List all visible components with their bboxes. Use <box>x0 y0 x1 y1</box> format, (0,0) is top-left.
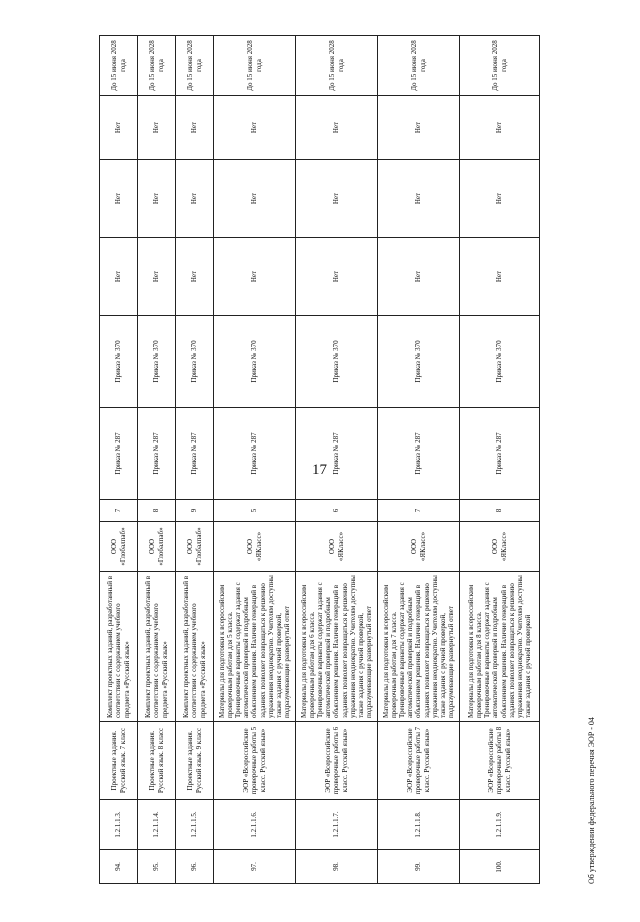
cell-org: ООО «ЯКласс» <box>378 522 460 572</box>
cell-c3: Нет <box>214 96 296 160</box>
table-row <box>214 36 296 884</box>
cell-c1: Нет <box>296 238 378 316</box>
cell-c2: Нет <box>378 160 460 238</box>
cell-name: ЭОР «Всероссийские проверочные работы 6 класс. Русский язык» <box>296 722 378 800</box>
cell-c3: Нет <box>460 96 540 160</box>
cell-code: 1.2.1.1.4. <box>138 800 176 850</box>
footer-note: Об утверждении федерального перечня ЭОР - 04 <box>587 717 596 884</box>
cell-name: ЭОР «Всероссийские проверочные работы 8 класс. Русский язык» <box>460 722 540 800</box>
cell-num: 94. <box>100 850 138 884</box>
cell-code: 1.2.1.1.9. <box>460 800 540 850</box>
cell-name: ЭОР «Всероссийские проверочные работы 7 класс. Русский язык» <box>378 722 460 800</box>
table-row <box>296 36 378 884</box>
cell-num: 96. <box>176 850 214 884</box>
cell-c3: Нет <box>138 96 176 160</box>
resources-table <box>99 35 540 884</box>
cell-desc: Комплект проектных заданий, разработанный в соответствии с содержанием учебного предмета «Русский язык» <box>100 572 138 722</box>
cell-c3: Нет <box>100 96 138 160</box>
table-row <box>460 36 540 884</box>
cell-order1: Приказ № 287 <box>378 408 460 500</box>
cell-grade: 9 <box>176 500 214 522</box>
cell-c1: Нет <box>100 238 138 316</box>
cell-c2: Нет <box>214 160 296 238</box>
cell-num: 95. <box>138 850 176 884</box>
cell-code: 1.2.1.1.7. <box>296 800 378 850</box>
cell-desc: Материалы для подготовки к всероссийским проверочным работам для 6 класса. Тренировочные варианты содержат задания с автоматической проверкой и подробным объяснением решения. Наличие генераций в заданиях позволяет возвращаться к решению упражнения неоднократно. Учителям доступны также задания с ручной проверкой, подразумевающие развернутый ответ <box>296 572 378 722</box>
cell-name: Проектные задания. Русский язык. 9 класс <box>176 722 214 800</box>
cell-desc: Материалы для подготовки к всероссийским проверочным работам для 7 класса. Тренировочные варианты содержат задания с автоматической проверкой и подробным объяснением решения. Наличие генераций в заданиях позволяет возвращаться к решению упражнения неоднократно. Учителям доступны также задания с ручной проверкой, подразумевающие развернутый ответ <box>378 572 460 722</box>
cell-c1: Нет <box>460 238 540 316</box>
cell-name: Проектные задания. Русский язык. 8 класс <box>138 722 176 800</box>
cell-c2: Нет <box>460 160 540 238</box>
cell-grade: 8 <box>138 500 176 522</box>
rotated-table-block <box>99 36 596 884</box>
cell-order1: Приказ № 287 <box>100 408 138 500</box>
cell-desc: Комплект проектных заданий, разработанный в соответствии с содержанием учебного предмета «Русский язык» <box>138 572 176 722</box>
cell-org: ООО «ЯКласс» <box>296 522 378 572</box>
cell-c3: Нет <box>176 96 214 160</box>
cell-code: 1.2.1.1.6. <box>214 800 296 850</box>
cell-date: До 15 июня 2028 года <box>378 36 460 96</box>
cell-desc: Материалы для подготовки к всероссийским проверочным работам для 5 класса. Тренировочные варианты содержат задания с автоматической проверкой и подробным объяснением решения. Наличие генераций в заданиях позволяет возвращаться к решению упражнения неоднократно. Учителям доступны также задания с ручной проверкой, подразумевающие развернутый ответ <box>214 572 296 722</box>
cell-name: ЭОР «Всероссийские проверочные работы 5 класс. Русский язык» <box>214 722 296 800</box>
cell-org: ООО «Глобалпаб» <box>100 522 138 572</box>
cell-order2: Приказ № 370 <box>460 316 540 408</box>
cell-order2: Приказ № 370 <box>378 316 460 408</box>
cell-desc: Комплект проектных заданий, разработанный в соответствии с содержанием учебного предмета «Русский язык» <box>176 572 214 722</box>
table-row <box>138 36 176 884</box>
cell-order1: Приказ № 287 <box>214 408 296 500</box>
cell-order2: Приказ № 370 <box>176 316 214 408</box>
cell-order2: Приказ № 370 <box>296 316 378 408</box>
cell-grade: 6 <box>296 500 378 522</box>
cell-date: До 15 июня 2028 года <box>100 36 138 96</box>
cell-order1: Приказ № 287 <box>138 408 176 500</box>
table-row <box>378 36 460 884</box>
cell-grade: 5 <box>214 500 296 522</box>
cell-grade: 7 <box>378 500 460 522</box>
cell-c2: Нет <box>100 160 138 238</box>
cell-c3: Нет <box>378 96 460 160</box>
cell-c3: Нет <box>296 96 378 160</box>
cell-c2: Нет <box>138 160 176 238</box>
cell-num: 99. <box>378 850 460 884</box>
cell-order2: Приказ № 370 <box>138 316 176 408</box>
cell-c1: Нет <box>214 238 296 316</box>
cell-code: 1.2.1.1.3. <box>100 800 138 850</box>
cell-num: 100. <box>460 850 540 884</box>
cell-grade: 7 <box>100 500 138 522</box>
cell-order2: Приказ № 370 <box>214 316 296 408</box>
cell-org: ООО «ЯКласс» <box>460 522 540 572</box>
cell-order2: Приказ № 370 <box>100 316 138 408</box>
cell-c1: Нет <box>176 238 214 316</box>
cell-date: До 15 июня 2028 года <box>176 36 214 96</box>
cell-code: 1.2.1.1.8. <box>378 800 460 850</box>
cell-code: 1.2.1.1.5. <box>176 800 214 850</box>
table-row <box>176 36 214 884</box>
cell-c1: Нет <box>138 238 176 316</box>
cell-desc: Материалы для подготовки к всероссийским проверочным работам для 8 класса. Тренировочные варианты содержат задания с автоматической проверкой и подробным объяснением решения. Наличие генераций в заданиях позволяет возвращаться к решению упражнения неоднократно. Учителям доступны также задания с ручной проверкой <box>460 572 540 722</box>
cell-date: До 15 июня 2028 года <box>296 36 378 96</box>
cell-org: ООО «Глобалпаб» <box>138 522 176 572</box>
cell-c2: Нет <box>176 160 214 238</box>
cell-date: До 15 июня 2028 года <box>138 36 176 96</box>
cell-org: ООО «Глобалпаб» <box>176 522 214 572</box>
table-row <box>100 36 138 884</box>
cell-order1: Приказ № 287 <box>176 408 214 500</box>
cell-grade: 8 <box>460 500 540 522</box>
cell-c2: Нет <box>296 160 378 238</box>
cell-order1: Приказ № 287 <box>460 408 540 500</box>
cell-c1: Нет <box>378 238 460 316</box>
cell-date: До 15 июня 2028 года <box>214 36 296 96</box>
page-number: 17 <box>312 462 327 478</box>
cell-name: Проектные задания. Русский язык. 7 класс <box>100 722 138 800</box>
cell-num: 98. <box>296 850 378 884</box>
cell-order1: Приказ № 287 <box>296 408 378 500</box>
cell-date: До 15 июня 2028 года <box>460 36 540 96</box>
cell-num: 97. <box>214 850 296 884</box>
cell-org: ООО «ЯКласс» <box>214 522 296 572</box>
